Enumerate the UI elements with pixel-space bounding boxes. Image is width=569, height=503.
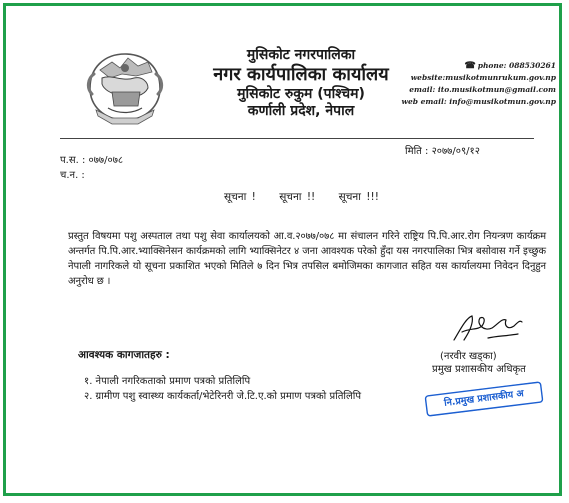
address-line-1: मुसिकोट रुकुम (पश्चिम) — [237, 86, 365, 102]
phone-row — [408, 60, 556, 72]
letter-date: मिति : २०७७/०९/१२ — [405, 146, 480, 157]
office-name: नगर कार्यपालिका कार्यालय — [213, 64, 389, 85]
email-text: email: ito.musikotmun@gmail.com — [409, 85, 556, 94]
contact-block — [401, 60, 556, 108]
signatory-name: (नरवीर खड्का) — [440, 351, 497, 362]
nepal-emblem-icon — [82, 48, 168, 126]
municipality-name: मुसिकोट नगरपालिका — [246, 47, 356, 63]
web-email-text: web email: info@musikotmun.gov.np — [401, 97, 556, 106]
handwritten-signature — [448, 310, 526, 346]
notice-word-2: सूचना !! — [279, 191, 316, 203]
letter-number: प.स. : ०७७/०७८ — [60, 155, 124, 166]
letterhead — [196, 46, 406, 120]
notice-word-1: सूचना ! — [224, 191, 256, 203]
notice-body: प्रस्तुत विषयमा पशु अस्पताल तथा पशु सेवा कार्यालयको आ.व.२०७७/०७८ मा संचालन गरिने राष्ट्रिय पि.पि.आर.रोग नियन्त्रण कार्यक्रम अन्तर्गत पि.पि.आर.भ्याक्सिनेसन कार्यक्रमको लागि भ्याक्सिनेटर ४ जना आवश्यक परेको हुँदा यस नगरपालिका भित्र बसोवास गर्ने इच्छुक नेपाली नागरिकले यो सूचना प्रकाशित भएको मितिले ७ दिन भित्र तपसिल बमोजिमका कागजात सहित यस कार्यालयमा निवेदन दिनुहुन अनुरोध छ । — [68, 231, 546, 287]
phone-icon: ☎ — [464, 61, 476, 71]
stamp-text: नि.प्रमुख प्रशासकीय अ — [443, 388, 525, 409]
website-text: website:musikotmunrukum.gov.np — [410, 73, 556, 82]
address-line-2: कर्णाली प्रदेश, नेपाल — [247, 103, 355, 119]
dispatch-number: च.न. : — [60, 170, 85, 181]
signatory-title: प्रमुख प्रशासकीय अधिकृत — [432, 364, 526, 375]
document-item-2: २. ग्रामीण पशु स्वास्थ्य कार्यकर्ता/भेटेरिनरी जे.टि.ए.को प्रमाण पत्रको प्रतिलिपि — [84, 391, 362, 402]
header-divider — [60, 138, 534, 139]
phone-text: phone: 088530261 — [477, 61, 556, 70]
document-item-1: १. नेपाली नगरिकताको प्रमाण पत्रको प्रतिलिपि — [84, 376, 251, 387]
documents-heading: आवश्यक कागजातहरु : — [78, 349, 170, 361]
notice-word-3: सूचना !!! — [338, 191, 379, 203]
notice-heading — [224, 190, 397, 204]
